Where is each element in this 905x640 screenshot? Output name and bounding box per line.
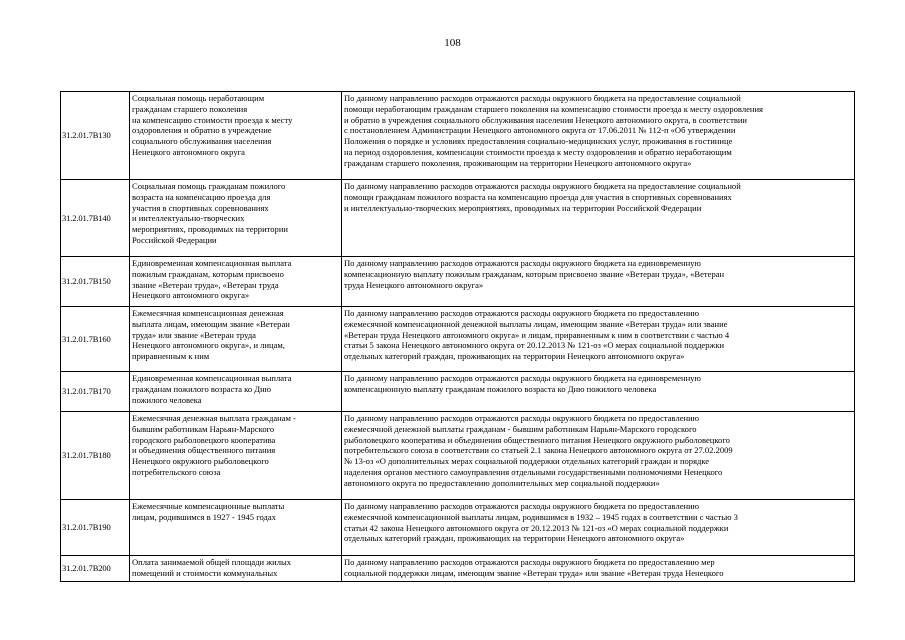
desc-line: компенсационную выплату пожилым гражданам, которым присвоено звание «Ветеран труда», «Ветеран (344, 268, 725, 279)
name-line: звание «Ветеран труда», «Ветеран труда (132, 279, 279, 290)
desc-line: компенсационную выплату гражданам пожилого возраста ко Дню пожилого человека (344, 383, 657, 394)
name-line: и интеллектуально-творческих (132, 213, 245, 224)
name-line: Ненецкого автономного округа», и лицам, (132, 340, 285, 351)
row-description (342, 556, 855, 582)
row-name (130, 412, 342, 500)
desc-line: По данному направлению расходов отражаются расходы окружного бюджета по предоставлению (344, 501, 700, 511)
name-line: и объединения общественного питания (132, 445, 276, 456)
row-name (130, 500, 342, 556)
name-line: Ненецкого окружного рыболовецкого (132, 456, 269, 467)
name-line: гражданам пожилого возраста ко Дню (132, 383, 272, 394)
desc-line: помощи гражданам пожилого возраста на компенсацию проезда для участия в спортивных соревнованиях (344, 191, 732, 202)
name-line: Ежемесячная денежная выплата гражданам - (132, 413, 296, 423)
desc-line: потребительского союза в соответствии со статьей 2.1 закона Ненецкого автономного округа от 27.02.2009 (344, 445, 733, 456)
table-row (61, 372, 855, 412)
desc-line: статьи 5 закона Ненецкого автономного округа от 20.12.2013 № 121-оз «О мерах социальной поддержки (344, 340, 725, 351)
table-row (61, 180, 855, 257)
desc-line: «Ветеран труда Ненецкого автономного округа» и лицам, приравненным к ним в соответствии с частью 4 (344, 329, 730, 340)
name-line: на компенсацию стоимости проезда к месту (132, 114, 293, 125)
row-code: 31.2.01.7В190 (61, 500, 130, 556)
name-line: Ненецкого автономного округа (132, 146, 245, 157)
name-line: пожилым гражданам, которым присвоено (132, 268, 284, 279)
name-line: Оплата занимаемой общей площади жилых (132, 557, 292, 567)
row-description (342, 500, 855, 556)
budget-classification-table (60, 91, 855, 582)
desc-line: с постановлением Администрации Ненецкого автономного округа от 17.06.2011 № 112-п «Об утверждении (344, 125, 736, 136)
desc-line: По данному направлению расходов отражаются расходы окружного бюджета на предоставление социальной (344, 181, 741, 191)
name-line: Российской Федерации (132, 234, 217, 245)
desc-line: гражданам старшего поколения, проживающим на территории Ненецкого автономного округа» (344, 157, 692, 168)
row-name (130, 307, 342, 372)
row-name (130, 180, 342, 257)
row-name (130, 372, 342, 412)
name-line: помещений и стоимости коммунальных (132, 567, 278, 578)
row-code: 31.2.01.7В150 (61, 257, 130, 307)
row-name (130, 257, 342, 307)
table-row (61, 500, 855, 556)
row-name (130, 92, 342, 180)
desc-line: ежемесячной компенсационной выплаты лицам, родившимся в 1932 – 1945 годах в соответствии с частью 3 (344, 511, 738, 522)
desc-line: По данному направлению расходов отражаются расходы окружного бюджета по предоставлению (344, 413, 700, 423)
name-line: Единовременная компенсационная выплата (132, 258, 292, 268)
name-line: гражданам старшего поколения (132, 103, 248, 114)
desc-line: и интеллектуально-творческих мероприятиях, проводимых на территории Российской Федерации (344, 202, 702, 213)
name-line: городского рыболовецкого кооператива (132, 434, 276, 445)
row-code: 31.2.01.7В160 (61, 307, 130, 372)
name-line: Ненецкого автономного округа» (132, 290, 250, 301)
desc-line: наделения органов местного самоуправления отдельными государственными полномочиями Ненецкого (344, 466, 723, 477)
name-line: труда» или звание «Ветеран труда (132, 329, 256, 340)
table-row (61, 257, 855, 307)
name-line: Единовременная компенсационная выплата (132, 373, 292, 383)
desc-line: ежемесячной компенсационной денежной выплаты лицам, имеющим звание «Ветеран труда» или звание (344, 318, 728, 329)
desc-line: труда Ненецкого автономного округа» (344, 279, 484, 290)
name-line: Ежемесячная компенсационная денежная (132, 308, 284, 318)
name-line: лицам, родившимся в 1927 - 1945 годах (132, 511, 276, 522)
desc-line: По данному направлению расходов отражаются расходы окружного бюджета на единовременную (344, 258, 701, 268)
row-code: 31.2.01.7В180 (61, 412, 130, 500)
desc-line: ежемесячной денежной выплаты гражданам - бывшим работникам Нарьян-Марского городского (344, 423, 697, 434)
name-line: пожилого человека (132, 394, 202, 405)
name-line: мероприятиях, проводимых на территории (132, 224, 288, 235)
name-line: оздоровления и обратно в учреждение (132, 125, 272, 136)
name-line: потребительского союза (132, 466, 221, 477)
desc-line: По данному направлению расходов отражаются расходы окружного бюджета по предоставлению мер (344, 557, 715, 567)
desc-line: на период оздоровления, компенсации стоимости проезда к месту оздоровления и обратно неработающим (344, 146, 732, 157)
desc-line: статьи 42 закона Ненецкого автономного округа от 20.12.2013 № 121-оз «О мерах социальной поддержки (344, 522, 729, 533)
row-description (342, 307, 855, 372)
desc-line: отдельных категорий граждан, проживающих на территории Ненецкого автономного округа» (344, 351, 685, 362)
name-line: выплата лицам, имеющим звание «Ветеран (132, 318, 290, 329)
desc-line: рыболовецкого кооператива и объединения общественного питания Ненецкого окружного рыболовецкого (344, 434, 730, 445)
desc-line: По данному направлению расходов отражаются расходы окружного бюджета на предоставление социальной (344, 93, 741, 103)
row-code: 31.2.01.7В170 (61, 372, 130, 412)
row-description (342, 412, 855, 500)
name-line: участия в спортивных соревнованиях (132, 202, 269, 213)
name-line: Социальная помощь неработающим (132, 93, 265, 103)
name-line: Социальная помощь гражданам пожилого (132, 181, 286, 191)
table-row (61, 307, 855, 372)
row-name (130, 556, 342, 582)
desc-line: социальной поддержки лицам, имеющим звание «Ветеран труда» или звание «Ветеран труда Ненецкого (344, 567, 724, 578)
desc-line: № 13-оз «О дополнительных мерах социальной поддержки отдельных категорий граждан и порядке (344, 456, 710, 467)
name-line: приравненным к ним (132, 351, 210, 362)
row-description (342, 92, 855, 180)
row-code: 31.2.01.7В200 (61, 556, 130, 582)
table-row (61, 556, 855, 582)
desc-line: По данному направлению расходов отражаются расходы окружного бюджета на единовременную (344, 373, 701, 383)
name-line: бывшим работникам Нарьян-Марского (132, 423, 275, 434)
row-code: 31.2.01.7В140 (61, 180, 130, 257)
name-line: возраста на компенсацию проезда для (132, 191, 271, 202)
desc-line: Положения о порядке и условиях предоставления социально-медицинских услуг, проживания в гостинице (344, 136, 733, 147)
page-number: 108 (444, 37, 461, 49)
row-description (342, 257, 855, 307)
name-line: Ежемесячные компенсационные выплаты (132, 501, 285, 511)
table-body (61, 92, 855, 582)
desc-line: автономного округа по предоставлению дополнительных мер социальной поддержки» (344, 477, 660, 488)
row-description (342, 372, 855, 412)
row-description (342, 180, 855, 257)
name-line: социального обслуживания населения (132, 136, 272, 147)
row-code: 31.2.01.7В130 (61, 92, 130, 180)
table-row (61, 92, 855, 180)
desc-line: и обратно в учреждения социального обслуживания населения Ненецкого автономного округа, в соответствии (344, 114, 748, 125)
desc-line: помощи неработающим гражданам старшего поколения на компенсацию стоимости проезда к месту оздоровления (344, 103, 763, 114)
table-row (61, 412, 855, 500)
desc-line: По данному направлению расходов отражаются расходы окружного бюджета по предоставлению (344, 308, 700, 318)
desc-line: отдельных категорий граждан, проживающих на территории Ненецкого автономного округа» (344, 533, 685, 544)
